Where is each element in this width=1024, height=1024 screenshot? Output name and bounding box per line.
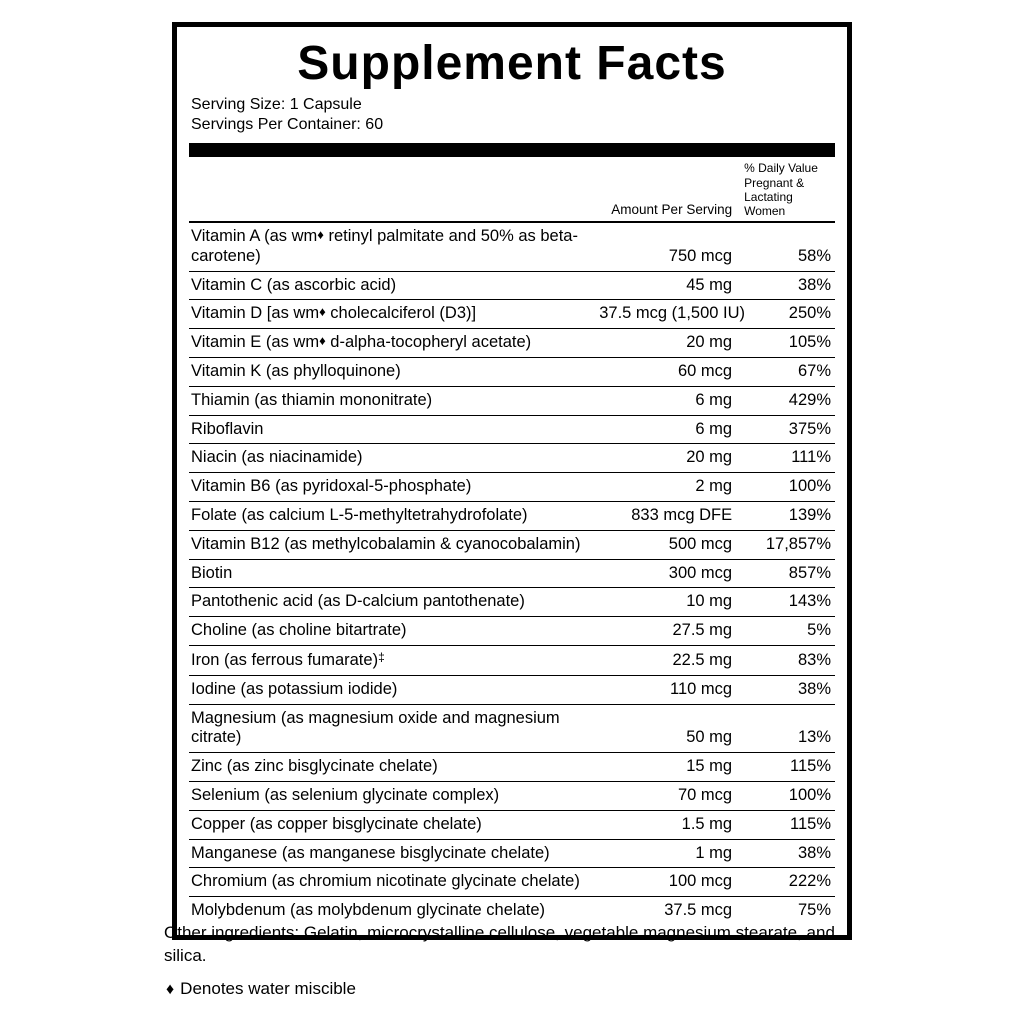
page-title: Supplement Facts	[297, 37, 727, 90]
table-row	[189, 781, 835, 810]
footer-notes	[164, 922, 870, 1001]
nutrient-name: Vitamin E (as wm♦ d-alpha-tocopheryl acetate)	[189, 329, 599, 358]
dv-header-line-2: Pregnant &	[744, 175, 805, 190]
nutrient-name: Vitamin B6 (as pyridoxal-5-phosphate)	[189, 473, 599, 502]
table-row	[189, 386, 835, 415]
water-miscible-text: Denotes water miscible	[180, 978, 356, 998]
nutrient-daily-value: 58%	[738, 222, 835, 271]
nutrient-name: Vitamin D [as wm♦ cholecalciferol (D3)]	[189, 300, 599, 329]
nutrient-name: Niacin (as niacinamide)	[189, 444, 599, 473]
nutrient-name: Manganese (as manganese bisglycinate chelate)	[189, 839, 599, 868]
nutrient-amount: 10 mg	[599, 588, 738, 617]
nutrient-name: Copper (as copper bisglycinate chelate)	[189, 810, 599, 839]
nutrient-amount: 15 mg	[599, 753, 738, 782]
table-row	[189, 501, 835, 530]
table-header-row	[189, 157, 835, 222]
serving-size: Serving Size: 1 Capsule	[191, 96, 362, 114]
nutrient-name: Iodine (as potassium iodide)	[189, 675, 599, 704]
table-row	[189, 810, 835, 839]
nutrient-daily-value: 111%	[738, 444, 835, 473]
table-row	[189, 897, 835, 925]
nutrient-amount: 60 mcg	[599, 358, 738, 387]
table-row	[189, 415, 835, 444]
nutrient-name: Vitamin A (as wm♦ retinyl palmitate and 50% as beta-carotene)	[189, 222, 599, 271]
nutrient-amount: 37.5 mcg (1,500 IU)	[599, 300, 738, 329]
nutrient-name: Molybdenum (as molybdenum glycinate chelate)	[191, 901, 546, 920]
nutrient-name: Magnesium (as magnesium oxide and magnesium citrate)	[189, 704, 599, 753]
table-row	[189, 222, 835, 271]
double-dagger-icon: ‡	[378, 649, 385, 664]
nutrient-daily-value: 115%	[738, 753, 835, 782]
nutrient-amount: 300 mcg	[599, 559, 738, 588]
table-row	[189, 300, 835, 329]
other-ingredients: Other ingredients: Gelatin, microcrystalline cellulose, vegetable magnesium stearate, and silica.	[164, 923, 835, 965]
nutrient-name: Choline (as choline bitartrate)	[189, 617, 599, 646]
water-miscible-note	[164, 978, 870, 1001]
header-blank	[189, 157, 599, 222]
nutrient-name: Vitamin K (as phylloquinone)	[189, 358, 599, 387]
table-row	[189, 329, 835, 358]
nutrient-amount: 22.5 mg	[599, 645, 738, 675]
nutrient-name: Vitamin C (as ascorbic acid)	[189, 271, 599, 300]
nutrient-amount: 6 mg	[599, 386, 738, 415]
nutrient-amount: 45 mg	[599, 271, 738, 300]
daily-value-header	[738, 157, 835, 222]
nutrient-amount: 6 mg	[599, 415, 738, 444]
nutrient-amount: 50 mg	[599, 704, 738, 753]
nutrient-amount: 70 mcg	[599, 781, 738, 810]
nutrient-name: Pantothenic acid (as D-calcium pantothenate)	[189, 588, 599, 617]
nutrient-name: Chromium (as chromium nicotinate glycinate chelate)	[189, 868, 599, 897]
nutrient-daily-value: 139%	[738, 501, 835, 530]
table-row	[189, 358, 835, 387]
table-row	[189, 473, 835, 502]
table-row	[189, 704, 835, 753]
dv-header-line-3: Lactating Women	[744, 189, 793, 218]
nutrient-amount: 20 mg	[599, 444, 738, 473]
nutrient-daily-value: 38%	[738, 271, 835, 300]
nutrient-name: Riboflavin	[189, 415, 599, 444]
servings-per-container: Servings Per Container: 60	[191, 116, 384, 134]
nutrient-daily-value: 17,857%	[738, 530, 835, 559]
nutrient-daily-value: 250%	[738, 300, 835, 329]
nutrient-daily-value: 222%	[738, 868, 835, 897]
table-row	[189, 588, 835, 617]
water-drop-icon: ♦	[317, 227, 324, 243]
water-drop-icon: ♦	[319, 333, 326, 349]
nutrient-daily-value: 375%	[738, 415, 835, 444]
nutrient-daily-value: 13%	[738, 704, 835, 753]
header-divider-bar	[189, 143, 835, 157]
table-row	[189, 839, 835, 868]
nutrition-table	[189, 157, 835, 925]
nutrient-name: Zinc (as zinc bisglycinate chelate)	[189, 753, 599, 782]
nutrient-amount: 1.5 mg	[599, 810, 738, 839]
table-row	[189, 530, 835, 559]
nutrient-amount: 100 mcg	[599, 868, 738, 897]
water-drop-icon: ♦	[166, 980, 175, 998]
nutrient-amount: 2 mg	[599, 473, 738, 502]
nutrient-daily-value: 429%	[738, 386, 835, 415]
nutrient-daily-value: 38%	[738, 675, 835, 704]
nutrient-daily-value: 100%	[738, 781, 835, 810]
nutrient-name: Folate (as calcium L-5-methyltetrahydrofolate)	[189, 501, 599, 530]
nutrient-daily-value: 83%	[738, 645, 835, 675]
table-row	[189, 868, 835, 897]
nutrient-daily-value: 5%	[738, 617, 835, 646]
nutrient-daily-value: 100%	[738, 473, 835, 502]
table-row	[189, 675, 835, 704]
nutrient-daily-value: 67%	[738, 358, 835, 387]
dv-header-line-1: % Daily Value	[744, 161, 818, 176]
nutrient-daily-value: 115%	[738, 810, 835, 839]
nutrient-amount: 37.5 mcg	[664, 901, 733, 920]
nutrient-amount: 20 mg	[599, 329, 738, 358]
table-row	[189, 753, 835, 782]
water-drop-icon: ♦	[319, 304, 326, 320]
table-row	[189, 617, 835, 646]
nutrient-daily-value: 105%	[738, 329, 835, 358]
nutrient-daily-value: 143%	[738, 588, 835, 617]
supplement-facts-panel	[172, 22, 852, 940]
nutrient-name: Biotin	[189, 559, 599, 588]
nutrient-name: Vitamin B12 (as methylcobalamin & cyanocobalamin)	[189, 530, 599, 559]
nutrient-amount: 750 mcg	[599, 222, 738, 271]
nutrient-daily-value: 75%	[797, 901, 831, 920]
nutrient-amount: 833 mcg DFE	[599, 501, 738, 530]
table-row	[189, 271, 835, 300]
nutrient-amount: 27.5 mg	[599, 617, 738, 646]
nutrient-daily-value: 38%	[738, 839, 835, 868]
amount-per-serving-header: Amount Per Serving	[599, 157, 738, 222]
nutrient-name: Selenium (as selenium glycinate complex)	[189, 781, 599, 810]
nutrient-daily-value: 857%	[738, 559, 835, 588]
nutrient-name: Iron (as ferrous fumarate)‡	[189, 645, 599, 675]
table-row	[189, 559, 835, 588]
nutrient-name: Thiamin (as thiamin mononitrate)	[189, 386, 599, 415]
nutrient-amount: 110 mcg	[599, 675, 738, 704]
nutrient-amount: 1 mg	[599, 839, 738, 868]
table-row	[189, 645, 835, 675]
table-row	[189, 444, 835, 473]
nutrient-amount: 500 mcg	[599, 530, 738, 559]
